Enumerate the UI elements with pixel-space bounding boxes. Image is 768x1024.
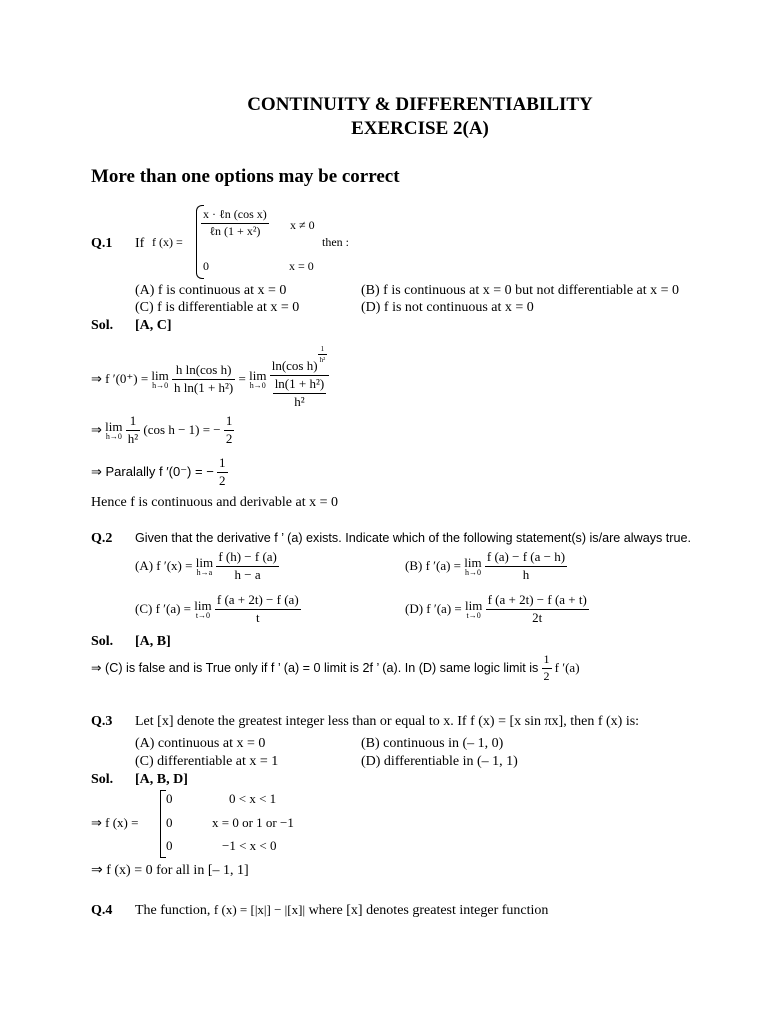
q3-sol-label: Sol. [91, 772, 114, 787]
q2-text: Given that the derivative f ’ (a) exists. Indicate which of the following statement(s) is/are always true. [135, 531, 692, 545]
q3-row-2-val: 0 [166, 815, 173, 830]
exercise-title: EXERCISE 2(A) [351, 118, 489, 139]
q3-conclusion: ⇒ f (x) = 0 for all in [– 1, 1] [91, 863, 249, 878]
q1-conclusion: Hence f is continuous and derivable at x = 0 [91, 495, 338, 510]
document-title: CONTINUITY & DIFFERENTIABILITY [247, 94, 593, 115]
q1-sol-answer: [A, C] [135, 318, 172, 333]
q1-case2-cond: x = 0 [289, 259, 314, 273]
q3-sol-answer: [A, B, D] [135, 772, 188, 787]
q1-case1-fraction: $\frac{\text{x · ℓn (cos x)}}{\text{ℓn (1 + x²)}}$ [203, 207, 267, 238]
q2-option-d: (D) f ′(a) = lim t→0 $\frac{f (a + 2t) - f (a + t)}{2t}$ [405, 592, 587, 625]
q1-sol-label: Sol. [91, 318, 114, 333]
q1-option-d: (D) f is not continuous at x = 0 [361, 300, 534, 315]
section-heading: More than one options may be correct [91, 166, 400, 187]
q2-sol-label: Sol. [91, 634, 114, 649]
q1-case2-val: 0 [203, 259, 209, 273]
q4-label: Q.4 [91, 903, 113, 918]
q1-then: then : [322, 235, 349, 249]
q1-step1: ⇒ f ′(0⁺) = lim h→0 $\frac{\text{h ln(cos h)}}{\text{h ln(1 + h²)}}$ = lim h→0 ln(cos h) $\frac{1}{\text{h²}}$ $\frac{\text{ln(1 + h²)}}{\text{h²}}$ [91, 345, 329, 410]
q2-option-b: (B) f ′(a) = lim h→0 $\frac{f (a) - f (a - h)}{h}$ [405, 549, 566, 582]
q3-label: Q.3 [91, 714, 113, 729]
q2-explanation: ⇒ (C) is false and is True only if f ’ (a) = 0 limit is 2f ’ (a). In (D) same logic limit is $\frac{1}{2}$ f ′(a) [91, 652, 580, 683]
q1-case1-cond: x ≠ 0 [290, 218, 315, 232]
q3-row-3-cond: −1 < x < 0 [222, 838, 277, 853]
q3-row-3-val: 0 [166, 838, 173, 853]
q3-row-1-val: 0 [166, 791, 173, 806]
q3-piecewise-lhs: ⇒ f (x) = [91, 815, 139, 830]
q1-if: If [135, 236, 145, 251]
q1-option-a: (A) f is continuous at x = 0 [135, 283, 287, 298]
q3-option-d: (D) differentiable in (– 1, 1) [361, 754, 518, 769]
q1-fx: f (x) = [152, 235, 183, 249]
q3-option-b: (B) continuous in (– 1, 0) [361, 736, 504, 751]
q3-row-1-cond: 0 < x < 1 [229, 791, 277, 806]
q2-option-c: (C) f ′(a) = lim t→0 $\frac{f (a + 2t) - f (a)}{t}$ [135, 592, 299, 625]
q1-option-b: (B) f is continuous at x = 0 but not differentiable at x = 0 [361, 283, 680, 298]
q2-sol-answer: [A, B] [135, 634, 171, 649]
q1-option-c: (C) f is differentiable at x = 0 [135, 300, 300, 315]
q3-option-a: (A) continuous at x = 0 [135, 736, 266, 751]
q3-row-2-cond: x = 0 or 1 or −1 [212, 815, 294, 830]
q3-text: Let [x] denote the greatest integer less than or equal to x. If f (x) = [x sin πx], then f (x) is: [135, 714, 640, 729]
q1-label: Q.1 [91, 236, 113, 251]
q1-step2: ⇒ lim h→0 $\frac{1}{\text{h²}}$ (cos h − 1) = − $\frac{1}{2}$ [91, 413, 233, 446]
q2-label: Q.2 [91, 531, 113, 546]
q4-text: The function, f (x) = [|x|] − |[x]| where [x] denotes greatest integer function [135, 902, 549, 918]
q2-option-a: (A) f ′(x) = lim h→a $\frac{f (h) - f (a)}{h - a}$ [135, 549, 277, 582]
q1-step3: ⇒ Paralally f ′(0⁻) = − $\frac{1}{2}$ [91, 455, 226, 488]
q3-option-c: (C) differentiable at x = 1 [135, 754, 279, 769]
